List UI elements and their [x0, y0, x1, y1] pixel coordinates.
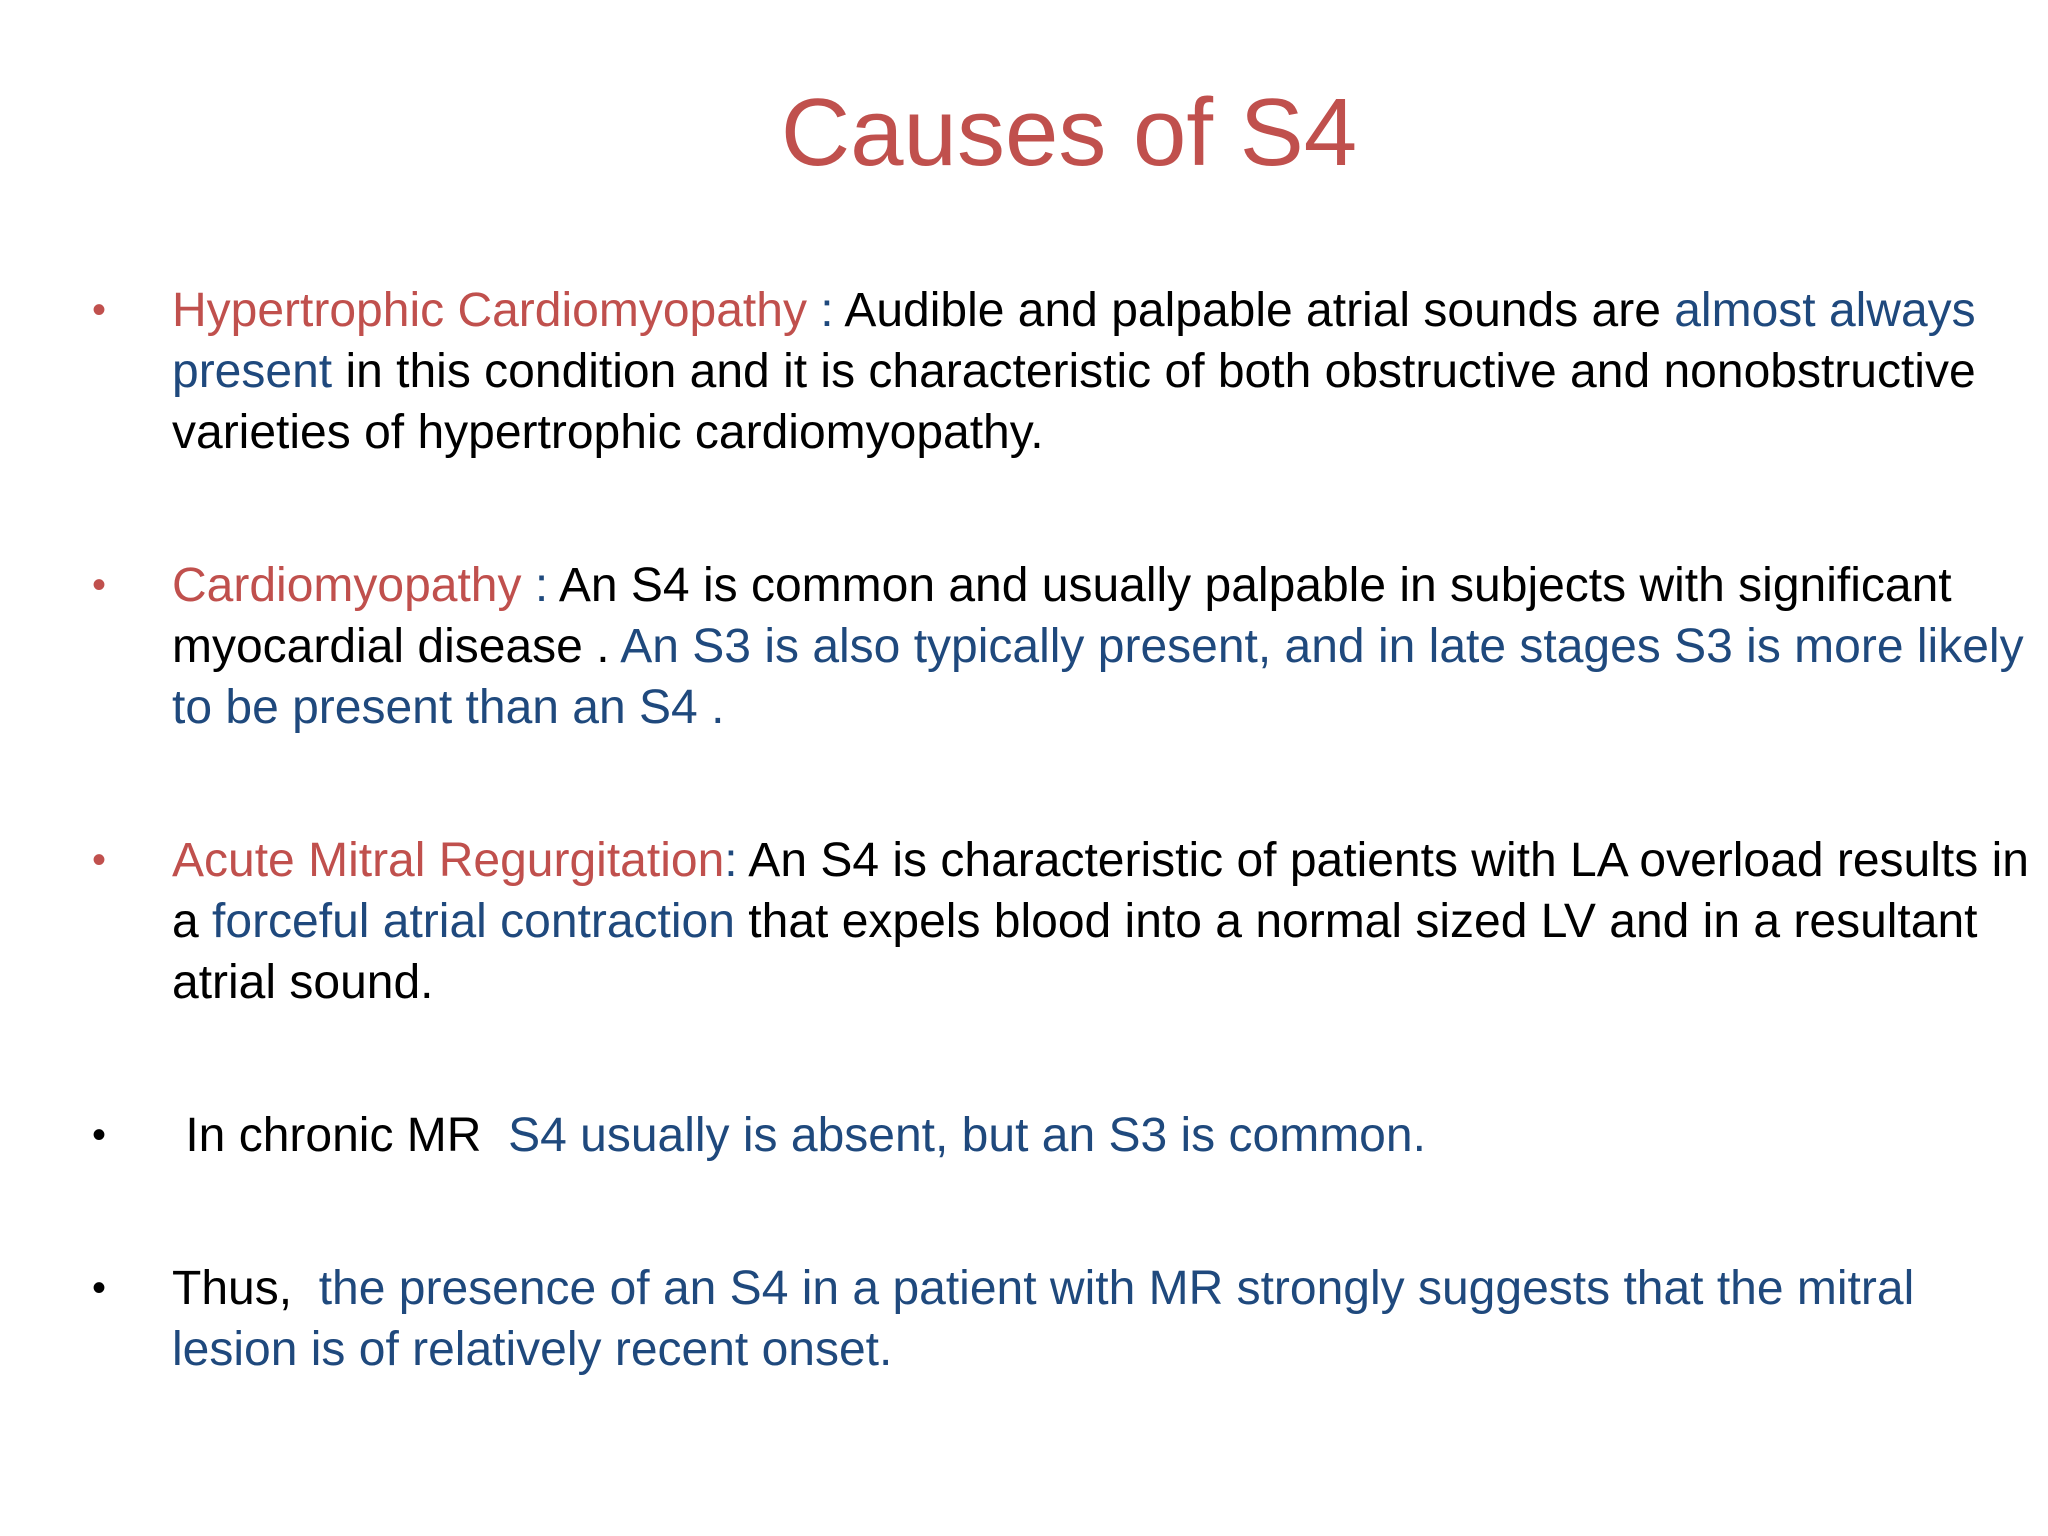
slide-title: Causes of S4	[780, 79, 1358, 186]
emphasis-text: the presence of an S4 in a patient with MR strongly suggests that the mitral lesion is of relatively recent onset.	[172, 1262, 1915, 1376]
body-text: that expels blood into a normal sized LV and in a resultant atrial sound.	[172, 895, 1978, 1009]
bullet-text	[172, 555, 2032, 738]
bullet-text	[172, 830, 2032, 1013]
bullet-icon: •	[92, 563, 107, 607]
emphasis-text: forceful atrial contraction	[212, 895, 735, 948]
body-text: An S4 is characteristic of patients with LA overload results in a	[172, 834, 2029, 948]
bullet-text	[172, 1258, 2032, 1380]
body-text: in this condition and it is characteristic of both obstructive and nonobstructive varieties of hypertrophic cardiomyopathy.	[172, 345, 1976, 459]
bullet-text	[172, 1105, 2032, 1166]
bullet-icon: •	[92, 838, 107, 882]
emphasis-text: S4 usually is absent, but an S3 is common.	[508, 1109, 1426, 1162]
body-text: An S4 is common and usually palpable in subjects with significant myocardial disease .	[172, 559, 1952, 673]
bullet-heading: Cardiomyopathy	[172, 559, 522, 612]
body-text: Thus,	[172, 1262, 319, 1315]
bullet-heading: Hypertrophic Cardiomyopathy	[172, 284, 807, 337]
emphasis-text: An S3 is also typically present, and in late stages S3 is more likely to be present than an S4 .	[172, 620, 2024, 734]
bullet-icon: •	[92, 1266, 107, 1310]
bullet-icon: •	[92, 288, 107, 332]
bullet-icon: •	[92, 1113, 107, 1157]
bullet-text	[172, 280, 2032, 463]
heading-separator: :	[521, 559, 559, 612]
bullet-heading: Acute Mitral Regurgitation	[172, 834, 725, 887]
body-text: In chronic MR	[172, 1109, 509, 1162]
heading-separator: :	[806, 284, 845, 337]
emphasis-text: almost always present	[172, 284, 1976, 398]
body-text: Audible and palpable atrial sounds are	[844, 284, 1675, 337]
heading-separator: :	[724, 834, 749, 887]
